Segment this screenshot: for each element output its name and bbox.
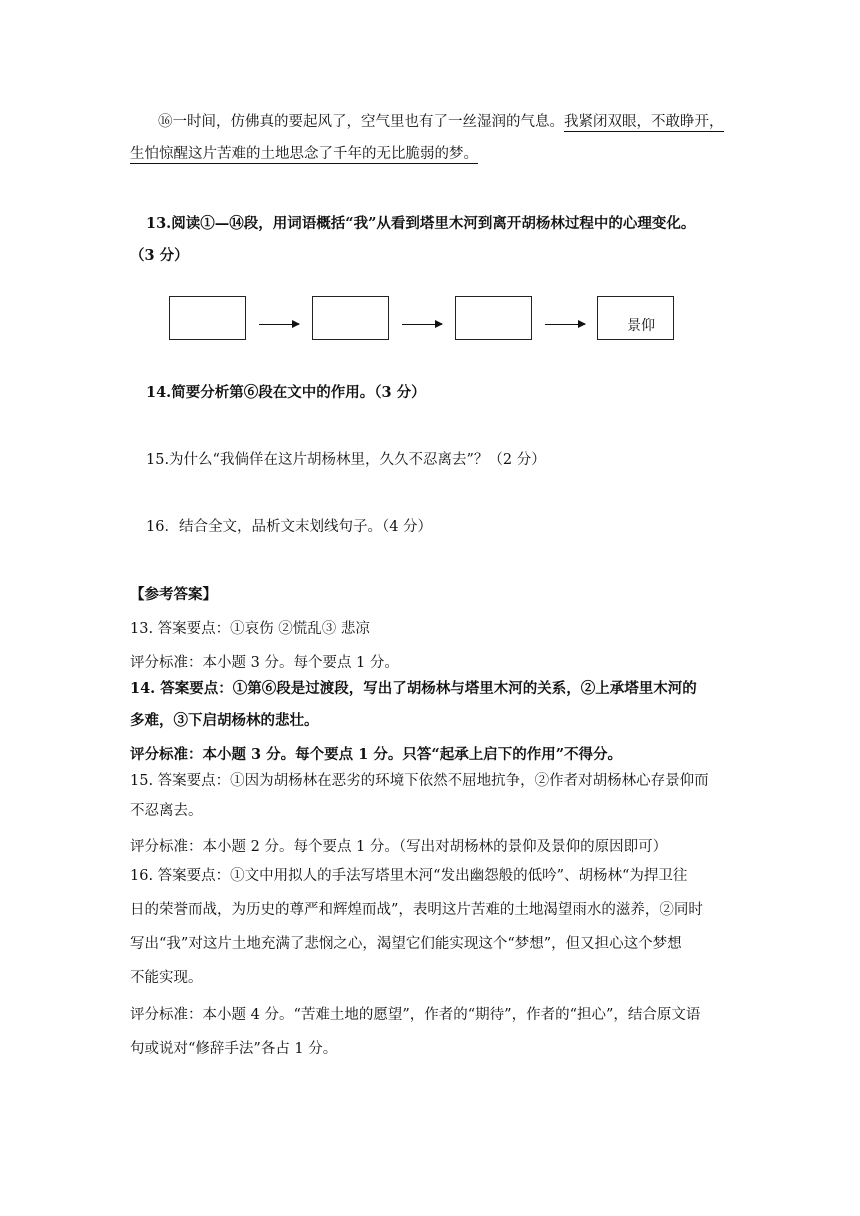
passage-intro-text: ⑯一时间，仿佛真的要起风了，空气里也有了一丝湿润的气息。 — [158, 114, 564, 130]
question-16: 16．结合全文，品析文末划线句子。（4 分） — [146, 519, 433, 535]
question-13: 13.阅读①—⑭段，用词语概括“我”从看到塔里木河到离开胡杨林过程中的心理变化。 — [146, 215, 696, 232]
answer-16-line-3: 写出“我”对这片土地充满了悲悯之心，渴望它们能实现这个“梦想”，但又担心这个梦想 — [130, 936, 682, 952]
answer-16-line-4: 不能实现。 — [130, 970, 203, 986]
flow-arrow-1 — [259, 324, 299, 325]
answer-15-standard: 评分标准：本小题 2 分。每个要点 1 分。（写出对胡杨林的景仰及景仰的原因即可） — [130, 839, 668, 855]
answer-14-text-1: 14. 答案要点：①第⑥段是过渡段，写出了胡杨林与塔里木河的关系，②上承塔里木河的 — [130, 680, 697, 697]
passage-paragraph-16 — [158, 112, 724, 132]
flow-arrow-3 — [545, 324, 585, 325]
answer-15-line-1: 15. 答案要点：①因为胡杨林在恶劣的环境下依然不屈地抗争，②作者对胡杨林心存景仰而 — [130, 773, 709, 789]
question-14: 14.简要分析第⑥段在文中的作用。（3 分） — [146, 384, 426, 401]
answer-16-line-1: 16. 答案要点：①文中用拟人的手法写塔里木河“发出幽怨般的低吟”、胡杨林“为捍卫往 — [130, 868, 688, 884]
answer-16-line-2: 日的荣誉而战，为历史的尊严和辉煌而战”，表明这片苦难的土地渴望雨水的滋养，②同时 — [130, 902, 703, 918]
flow-box-3[interactable] — [455, 296, 532, 340]
answer-14-line-1 — [130, 679, 697, 699]
flow-box-4-label: 景仰 — [627, 318, 655, 334]
answer-16-standard-line-2: 句或说对“修辞手法”各占 1 分。 — [130, 1041, 338, 1057]
underlined-sentence-part-2: 生怕惊醒这片苦难的土地思念了千年的无比脆弱的梦。 — [130, 146, 478, 162]
question-13-score: （3 分） — [130, 247, 189, 264]
flow-box-2[interactable] — [312, 296, 389, 340]
answers-heading: 【参考答案】 — [130, 586, 217, 603]
answer-13-standard: 评分标准：本小题 3 分。每个要点 1 分。 — [130, 655, 399, 671]
flow-box-1[interactable] — [169, 296, 246, 340]
flow-arrow-2 — [402, 324, 442, 325]
answer-13: 13. 答案要点：①哀伤 ②慌乱③ 悲凉 — [130, 621, 370, 637]
question-15: 15.为什么“我倘佯在这片胡杨林里，久久不忍离去”？（2 分） — [146, 452, 546, 468]
answer-14-text-2: 多难，③下启胡杨林的悲壮。 — [130, 712, 319, 729]
answer-14-line-2 — [130, 711, 319, 731]
passage-paragraph-16-cont — [130, 144, 478, 164]
answer-14-standard: 评分标准：本小题 3 分。每个要点 1 分。只答“起承上启下的作用”不得分。 — [130, 746, 623, 763]
answer-15-line-2: 不忍离去。 — [130, 803, 203, 819]
answer-16-standard-line-1: 评分标准：本小题 4 分。“苦难土地的愿望”，作者的“期待”，作者的“担心”，结合原文语 — [130, 1007, 701, 1023]
underlined-sentence-part-1: 我紧闭双眼，不敢睁开， — [564, 114, 724, 130]
